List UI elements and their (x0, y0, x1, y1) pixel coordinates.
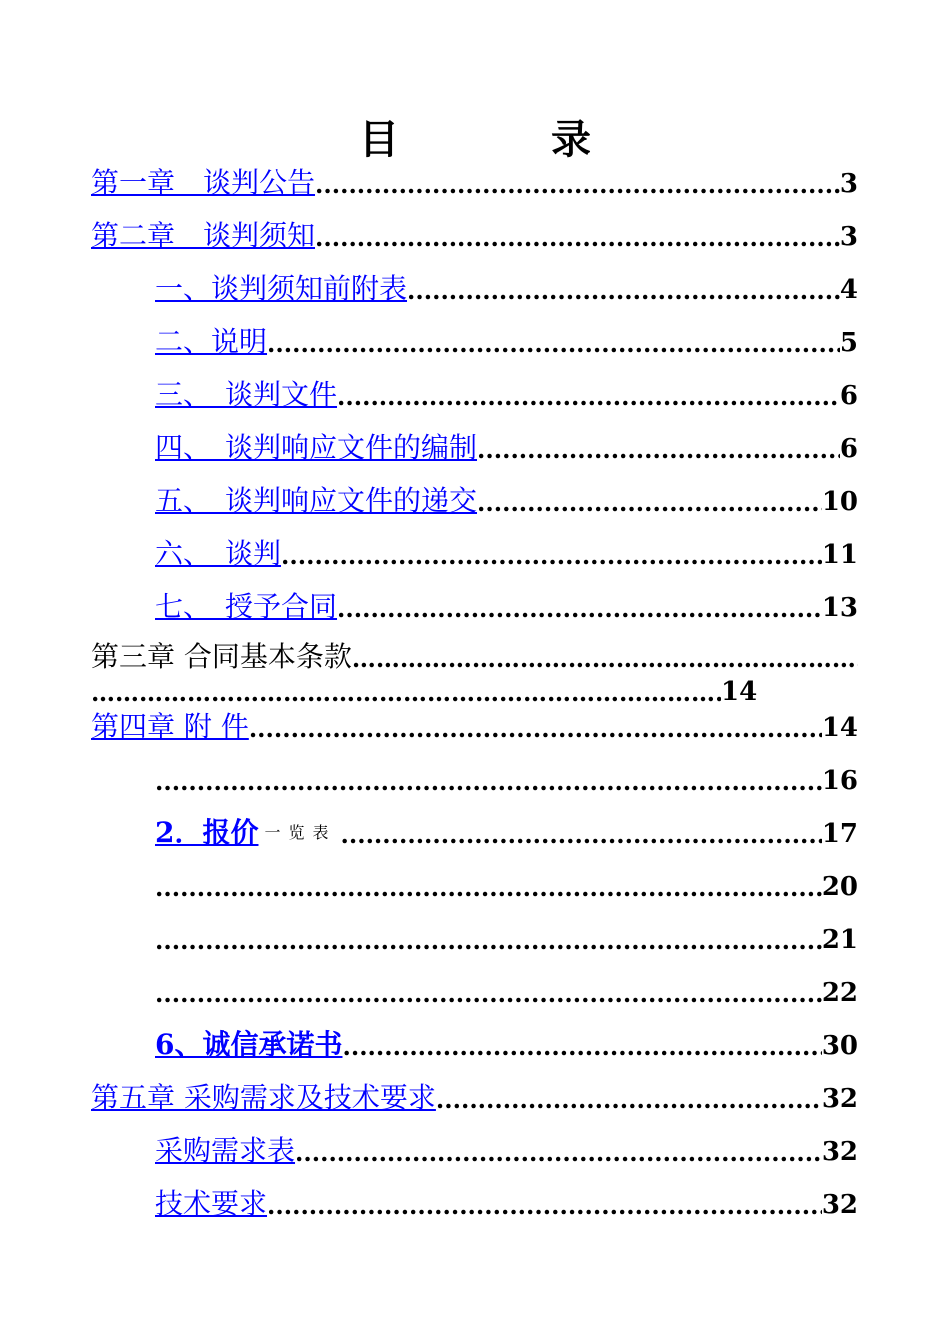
toc-entry-chapter-5[interactable] (91, 1075, 858, 1115)
toc-page-number: 32 (821, 1084, 858, 1114)
toc-page-number: 3 (839, 169, 858, 199)
dot-leader (342, 1032, 821, 1062)
document-title: 目 录 (359, 116, 647, 163)
toc-page-number: 30 (821, 1031, 858, 1061)
dot-leader (281, 541, 822, 571)
toc-entry-section[interactable] (155, 425, 858, 465)
toc-page-number: 14 (721, 677, 758, 707)
toc-page-number: 21 (821, 925, 858, 955)
toc-entry-chapter-3-continued (91, 672, 771, 708)
dot-leader (477, 488, 822, 518)
toc-page-number: 17 (821, 819, 858, 849)
toc-entry-section[interactable] (155, 531, 858, 571)
toc-page-number: 32 (821, 1190, 858, 1220)
toc-page-number: 11 (821, 540, 858, 570)
toc-link[interactable]: 三、 谈判文件 (155, 378, 338, 411)
toc-entry-section[interactable] (155, 319, 858, 359)
dot-leader (315, 223, 840, 253)
toc-page-number: 6 (839, 434, 858, 464)
dot-leader (267, 1191, 822, 1221)
toc-label: 第三章 合同基本条款 (91, 640, 352, 673)
dot-leader (315, 170, 840, 200)
toc-entry-section (155, 916, 858, 956)
toc-entry-chapter-3 (91, 634, 858, 674)
toc-entry-chapter-4[interactable] (91, 704, 858, 744)
dot-leader (341, 820, 822, 850)
toc-entry-chapter-2[interactable] (91, 213, 858, 253)
dot-leader (337, 594, 822, 624)
toc-link[interactable]: 四、 谈判响应文件的编制 (155, 431, 478, 464)
toc-page-number: 6 (839, 381, 858, 411)
dot-leader (155, 767, 822, 797)
toc-link[interactable]: 2．报价 (155, 816, 259, 849)
toc-entry-section (155, 969, 858, 1009)
toc-link[interactable]: 采购需求表 (155, 1134, 296, 1167)
toc-entry-section[interactable] (155, 266, 858, 306)
dot-leader (249, 714, 822, 744)
toc-page-number: 32 (821, 1137, 858, 1167)
toc-page-number: 20 (821, 872, 858, 902)
toc-link[interactable]: 五、 谈判响应文件的递交 (155, 484, 478, 517)
toc-link[interactable]: 二、说明 (155, 325, 268, 358)
toc-page-number: 10 (821, 487, 858, 517)
dot-leader (407, 276, 840, 306)
toc-link[interactable]: 第四章 附 件 (91, 710, 249, 743)
toc-entry-section (155, 863, 858, 903)
toc-page-number: 16 (821, 766, 858, 796)
toc-link[interactable]: 第五章 采购需求及技术要求 (91, 1081, 436, 1114)
toc-entry-section[interactable] (155, 1181, 858, 1221)
toc-page-number: 5 (839, 328, 858, 358)
toc-entry-section[interactable] (155, 478, 858, 518)
toc-entry-section[interactable] (155, 584, 858, 624)
toc-entry-section[interactable] (155, 810, 858, 850)
toc-page-number: 14 (821, 713, 858, 743)
toc-page-number: 13 (821, 593, 858, 623)
toc-label-suffix: 一览表 (264, 823, 337, 842)
toc-entry-section (155, 757, 858, 797)
toc-link[interactable]: 第二章 谈判须知 (91, 219, 316, 252)
dot-leader (477, 435, 840, 465)
toc-page-number: 3 (839, 222, 858, 252)
toc-link[interactable]: 第一章 谈判公告 (91, 166, 316, 199)
toc-page-number: 22 (821, 978, 858, 1008)
dot-leader (295, 1138, 822, 1168)
toc-entry-chapter-1[interactable] (91, 160, 858, 200)
toc-entry-section[interactable] (155, 1022, 858, 1062)
toc-entry-section[interactable] (155, 1128, 858, 1168)
dot-leader (267, 329, 840, 359)
toc-link[interactable]: 七、 授予合同 (155, 590, 338, 623)
dot-leader (337, 382, 840, 412)
dot-leader (155, 873, 822, 903)
toc-entry-section[interactable] (155, 372, 858, 412)
dot-leader (436, 1085, 822, 1115)
toc-link[interactable]: 六、 谈判 (155, 537, 282, 570)
toc-link[interactable]: 6、诚信承诺书 (155, 1028, 343, 1061)
toc-link[interactable]: 技术要求 (155, 1187, 268, 1220)
dot-leader (155, 979, 822, 1009)
dot-leader (352, 644, 858, 674)
toc-page-number: 4 (839, 275, 858, 305)
dot-leader (155, 926, 822, 956)
toc-link[interactable]: 一、谈判须知前附表 (155, 272, 408, 305)
